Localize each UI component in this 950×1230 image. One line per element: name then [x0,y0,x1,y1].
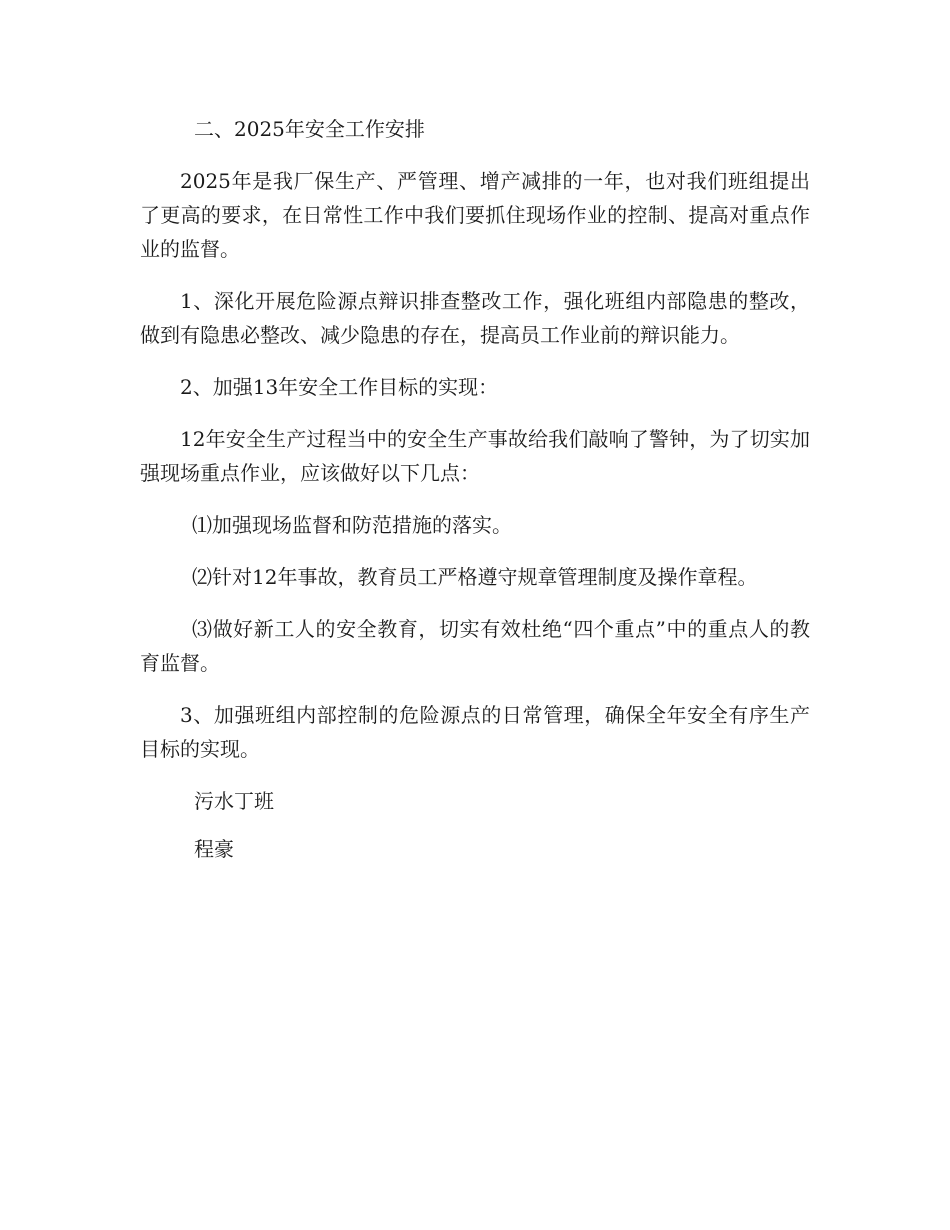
document-body [140,112,810,880]
paragraph-sub-1: ⑴加强现场监督和防范措施的落实。 [192,513,512,537]
paragraph-intro: 2025年是我厂保生产、严管理、增产减排的一年，也对我们班组提出了更高的要求，在日常性工作中我们要抓住现场作业的控制、提高对重点作业的监督。 [140,169,810,261]
paragraph-item-1: 1、深化开展危险源点辩识排查整改工作，强化班组内部隐患的整改，做到有隐患必整改、减少隐患的存在，提高员工作业前的辩识能力。 [140,289,810,347]
paragraph-item-2: 2、加强13年安全工作目标的实现： [180,375,499,399]
section-title: 二、2025年安全工作安排 [194,117,425,141]
paragraph-sub-2: ⑵针对12年事故，教育员工严格遵守规章管理制度及操作章程。 [192,565,758,589]
paragraph-item-2-description: 12年安全生产过程当中的安全生产事故给我们敲响了警钟，为了切实加强现场重点作业，应该做好以下几点： [140,427,810,485]
paragraph-item-3: 3、加强班组内部控制的危险源点的日常管理，确保全年安全有序生产目标的实现。 [140,703,810,761]
paragraph-sub-3: ⑶做好新工人的安全教育，切实有效杜绝“四个重点”中的重点人的教育监督。 [140,617,810,675]
signature-name: 程豪 [194,837,234,861]
signature-team: 污水丁班 [194,789,274,813]
